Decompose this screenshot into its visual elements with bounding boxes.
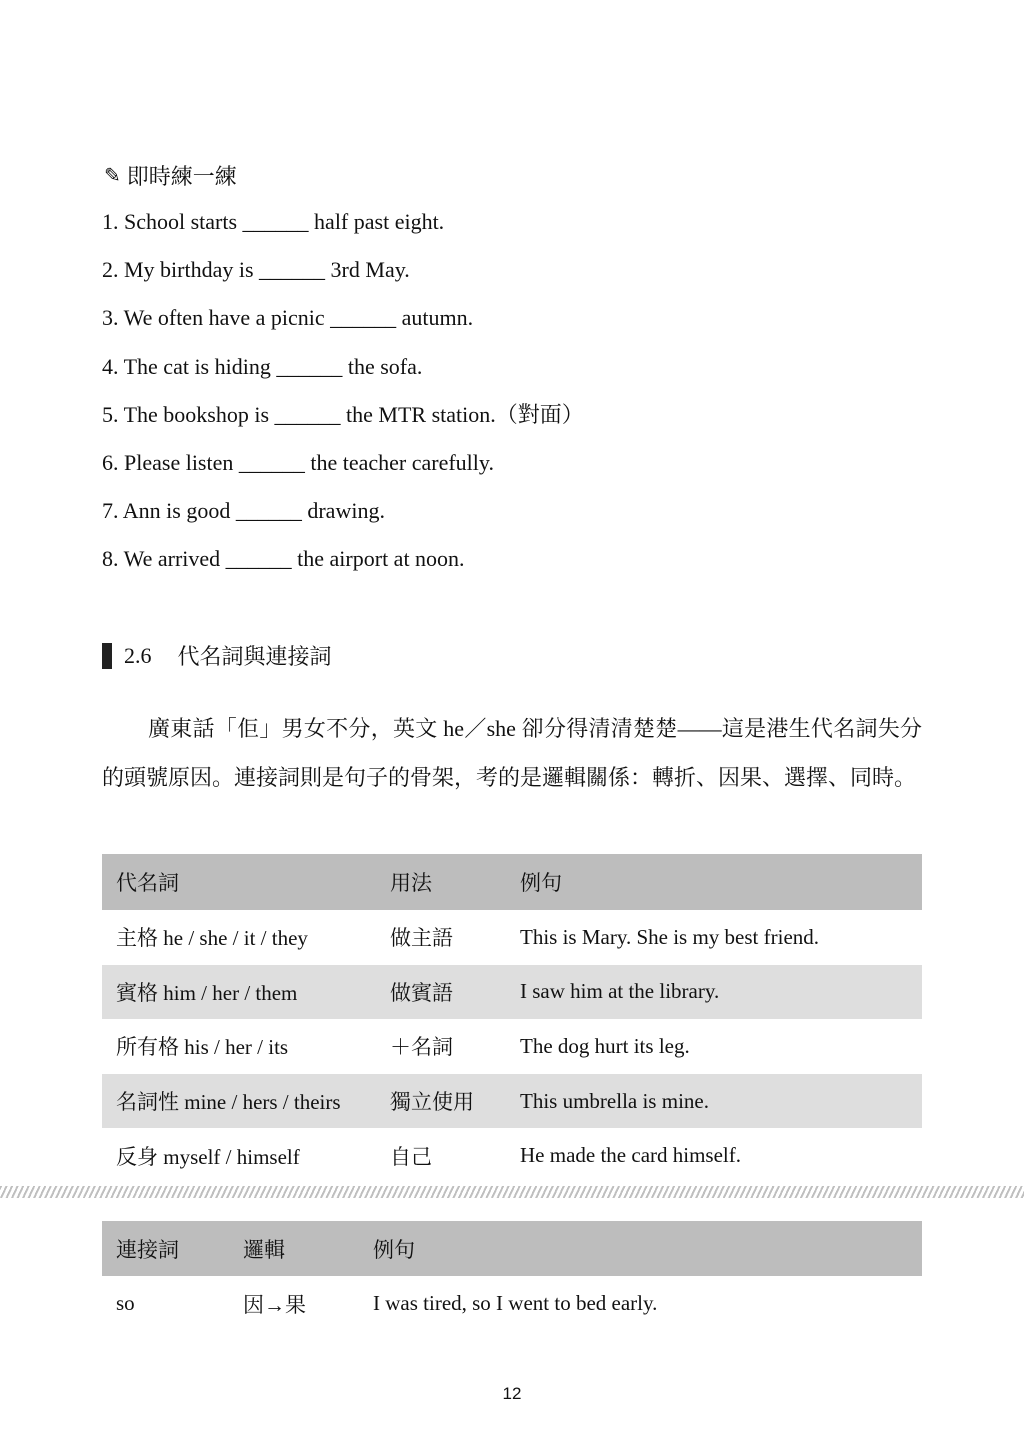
table-row (102, 965, 922, 1020)
table-row (102, 1276, 922, 1331)
table-cell: 獨立使用 (390, 1090, 474, 1115)
exercise-item: 2. My birthday is ______ 3rd May. (102, 257, 410, 283)
table-cell: 自己 (390, 1144, 432, 1169)
exercise-item: 6. Please listen ______ the teacher carefully. (102, 449, 494, 475)
column-header: 連接詞 (116, 1237, 179, 1262)
exercise-list (102, 205, 584, 591)
table-cell: This is Mary. She is my best friend. (520, 924, 820, 949)
column-header: 例句 (373, 1237, 415, 1262)
heading-bar (102, 643, 112, 669)
conjunction-table (102, 1221, 922, 1331)
intro-paragraph: 廣東話「佢」男女不分，英文 he／she 卻分得清清楚楚——這是港生代名詞失分的頭號原因。連接詞則是句子的骨架，考的是邏輯關係：轉折、因果、選擇、同時。 (102, 716, 922, 790)
table-cell: 賓格 him / her / them (116, 980, 298, 1005)
exercise-item: 8. We arrived ______ the airport at noon. (102, 546, 465, 572)
exercise-item: 5. The bookshop is ______ the MTR station.（對面） (102, 401, 584, 427)
column-header: 邏輯 (243, 1237, 285, 1262)
table-cell: so (116, 1291, 135, 1315)
exercise-item: 4. The cat is hiding ______ the sofa. (102, 353, 423, 379)
table-cell: I saw him at the library. (520, 979, 720, 1004)
table-cell: This umbrella is mine. (520, 1088, 709, 1113)
page-number: 12 (502, 1384, 522, 1403)
table-cell: 反身 myself / himself (116, 1144, 300, 1169)
table-row (102, 1019, 922, 1074)
pronoun-table (102, 854, 922, 1183)
exercise-item: 3. We often have a picnic ______ autumn. (102, 305, 474, 331)
table-row (102, 910, 922, 965)
exercise-item: 7. Ann is good ______ drawing. (102, 498, 385, 524)
table-row (102, 1128, 922, 1183)
column-header: 代名詞 (116, 871, 179, 895)
hatched-divider (0, 1186, 1024, 1198)
section-title: 代名詞與連接詞 (177, 644, 332, 669)
table-cell: The dog hurt its leg. (520, 1033, 690, 1058)
practice-title-text: 即時練一練 (126, 164, 237, 189)
practice-title (104, 160, 237, 191)
table-cell: 做賓語 (390, 980, 453, 1005)
table-cell: 做主語 (390, 926, 453, 951)
column-header: 例句 (520, 871, 562, 895)
table-row (102, 1074, 922, 1129)
table-cell: I was tired, so I went to bed early. (373, 1291, 658, 1315)
table-cell: ＋名詞 (390, 1035, 453, 1060)
table-cell: He made the card himself. (520, 1143, 741, 1168)
pencil-icon: ✎ (104, 165, 121, 187)
table-header-row (102, 854, 922, 910)
table-header-row (102, 1221, 922, 1276)
table-cell: 所有格 his / her / its (116, 1035, 289, 1060)
section-number: 2.6 (124, 642, 152, 668)
section-heading (102, 640, 332, 671)
column-header: 用法 (390, 871, 432, 895)
table-cell: 名詞性 mine / hers / theirs (116, 1090, 341, 1115)
table-cell: 因→果 (243, 1292, 306, 1317)
table-cell: 主格 he / she / it / they (116, 926, 308, 951)
exercise-item: 1. School starts ______ half past eight. (102, 209, 445, 234)
